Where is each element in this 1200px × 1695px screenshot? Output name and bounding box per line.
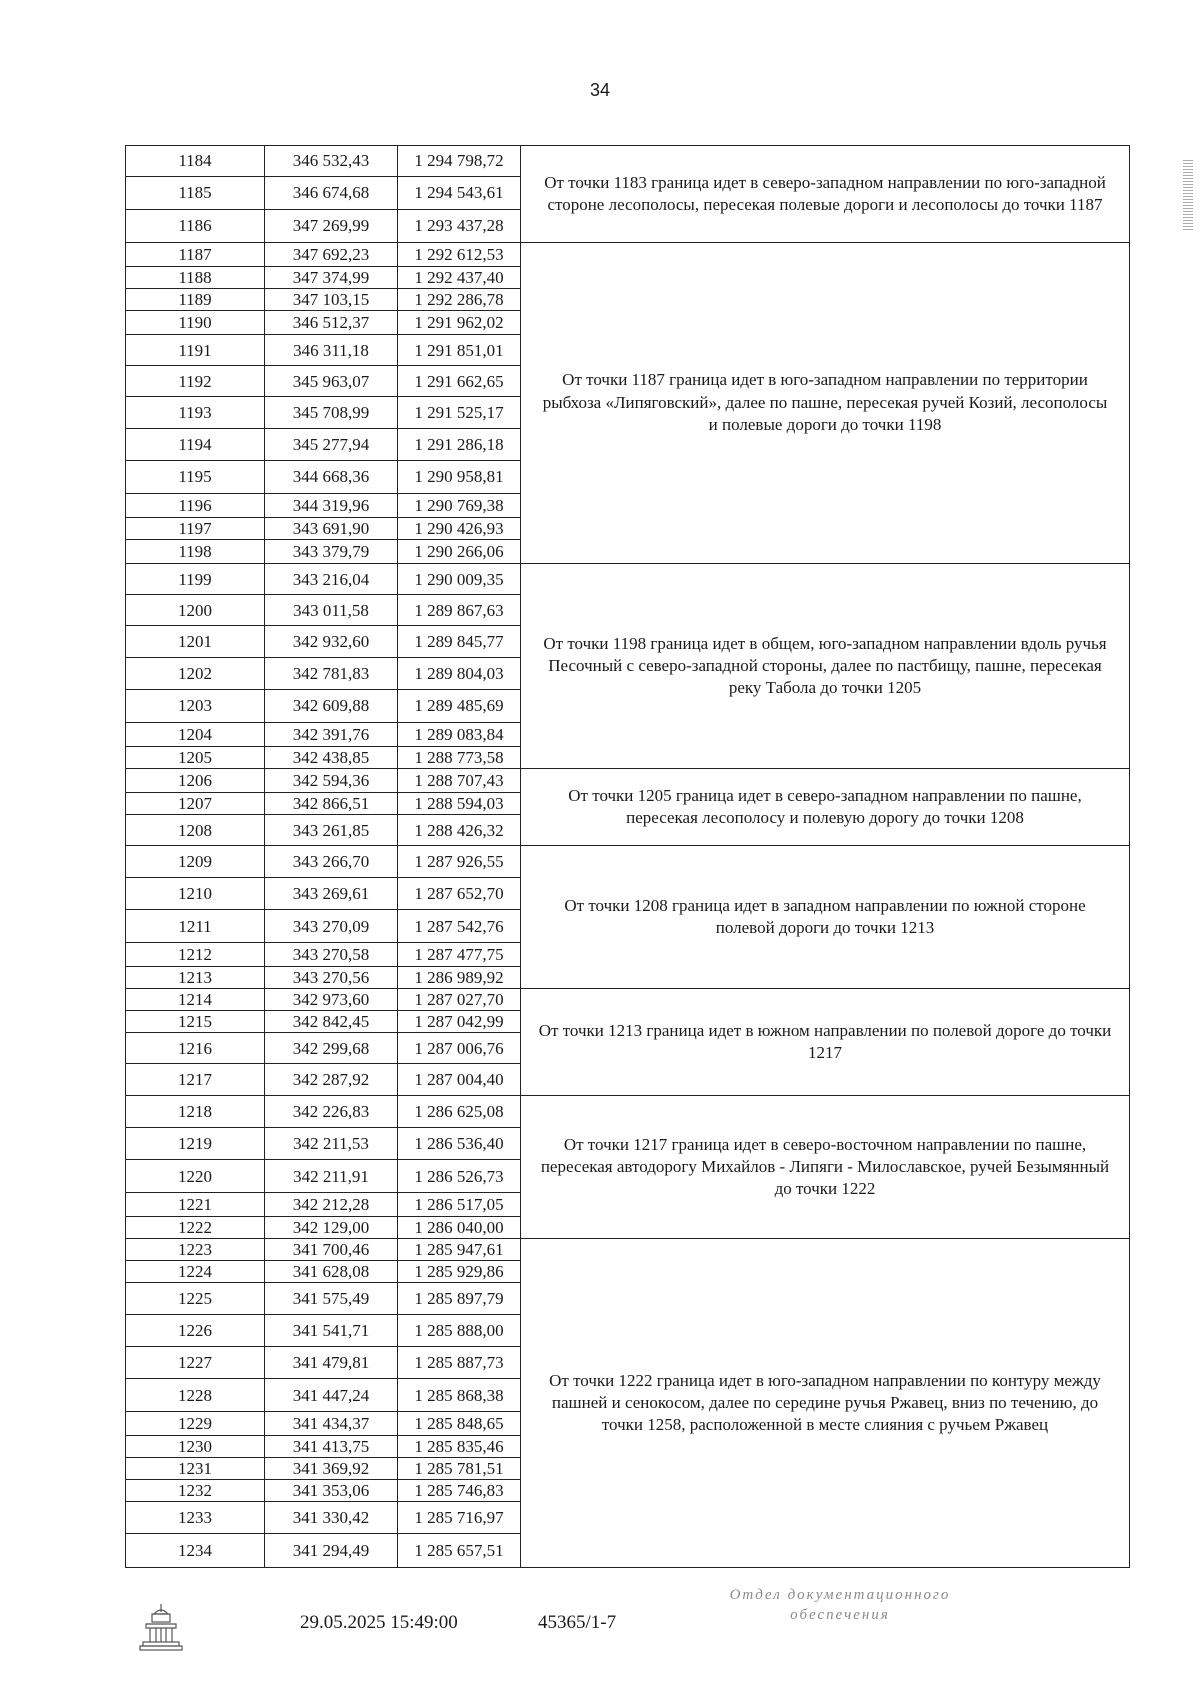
x-coordinate-cell: 341 330,42 xyxy=(265,1502,398,1534)
registration-date: 29.05.2025 15:49:00 xyxy=(300,1612,458,1633)
point-number-cell: 1228 xyxy=(126,1379,265,1412)
x-coordinate-cell: 344 319,96 xyxy=(265,493,398,517)
x-coordinate-cell: 341 575,49 xyxy=(265,1283,398,1315)
point-number-cell: 1212 xyxy=(126,943,265,967)
building-emblem-icon xyxy=(138,1602,184,1652)
x-coordinate-cell: 342 391,76 xyxy=(265,722,398,746)
y-coordinate-cell: 1 290 266,06 xyxy=(398,540,521,564)
y-coordinate-cell: 1 292 437,40 xyxy=(398,267,521,289)
x-coordinate-cell: 346 512,37 xyxy=(265,311,398,335)
y-coordinate-cell: 1 286 536,40 xyxy=(398,1128,521,1160)
table-row xyxy=(126,564,1130,595)
y-coordinate-cell: 1 285 887,73 xyxy=(398,1347,521,1379)
x-coordinate-cell: 347 374,99 xyxy=(265,267,398,289)
point-number-cell: 1204 xyxy=(126,722,265,746)
x-coordinate-cell: 341 434,37 xyxy=(265,1412,398,1436)
point-number-cell: 1199 xyxy=(126,564,265,595)
y-coordinate-cell: 1 287 042,99 xyxy=(398,1011,521,1033)
point-number-cell: 1185 xyxy=(126,176,265,209)
x-coordinate-cell: 347 103,15 xyxy=(265,289,398,311)
scan-edge-mark xyxy=(1183,160,1193,230)
table-row xyxy=(126,769,1130,793)
x-coordinate-cell: 346 532,43 xyxy=(265,146,398,177)
table-row xyxy=(126,242,1130,266)
point-number-cell: 1230 xyxy=(126,1436,265,1458)
point-number-cell: 1225 xyxy=(126,1283,265,1315)
point-number-cell: 1202 xyxy=(126,657,265,689)
y-coordinate-cell: 1 285 888,00 xyxy=(398,1315,521,1347)
x-coordinate-cell: 342 781,83 xyxy=(265,657,398,689)
point-number-cell: 1187 xyxy=(126,242,265,266)
point-number-cell: 1186 xyxy=(126,209,265,242)
y-coordinate-cell: 1 285 929,86 xyxy=(398,1261,521,1283)
point-number-cell: 1232 xyxy=(126,1480,265,1502)
x-coordinate-cell: 345 963,07 xyxy=(265,366,398,397)
x-coordinate-cell: 342 226,83 xyxy=(265,1096,398,1128)
point-number-cell: 1197 xyxy=(126,518,265,540)
y-coordinate-cell: 1 289 804,03 xyxy=(398,657,521,689)
y-coordinate-cell: 1 286 526,73 xyxy=(398,1160,521,1193)
point-number-cell: 1211 xyxy=(126,910,265,943)
x-coordinate-cell: 342 211,91 xyxy=(265,1160,398,1193)
point-number-cell: 1201 xyxy=(126,626,265,658)
x-coordinate-cell: 342 211,53 xyxy=(265,1128,398,1160)
x-coordinate-cell: 343 011,58 xyxy=(265,595,398,626)
y-coordinate-cell: 1 287 006,76 xyxy=(398,1033,521,1064)
table-row xyxy=(126,1096,1130,1128)
point-number-cell: 1222 xyxy=(126,1217,265,1239)
y-coordinate-cell: 1 291 851,01 xyxy=(398,335,521,366)
point-number-cell: 1198 xyxy=(126,540,265,564)
y-coordinate-cell: 1 294 543,61 xyxy=(398,176,521,209)
y-coordinate-cell: 1 292 612,53 xyxy=(398,242,521,266)
x-coordinate-cell: 341 628,08 xyxy=(265,1261,398,1283)
y-coordinate-cell: 1 287 926,55 xyxy=(398,846,521,878)
point-number-cell: 1220 xyxy=(126,1160,265,1193)
point-number-cell: 1218 xyxy=(126,1096,265,1128)
point-number-cell: 1223 xyxy=(126,1239,265,1261)
y-coordinate-cell: 1 291 525,17 xyxy=(398,397,521,429)
boundary-description-cell: От точки 1222 граница идет в юго-западном направлении по контуру между пашней и сенокосом, далее по середине ручья Ржавец, вниз по течению, до точки 1258, расположенной в месте слияния с ручьем Ржавец xyxy=(521,1239,1130,1568)
x-coordinate-cell: 341 541,71 xyxy=(265,1315,398,1347)
point-number-cell: 1196 xyxy=(126,493,265,517)
point-number-cell: 1191 xyxy=(126,335,265,366)
x-coordinate-cell: 341 369,92 xyxy=(265,1458,398,1480)
point-number-cell: 1195 xyxy=(126,460,265,493)
x-coordinate-cell: 343 216,04 xyxy=(265,564,398,595)
table-row xyxy=(126,989,1130,1011)
point-number-cell: 1203 xyxy=(126,689,265,722)
x-coordinate-cell: 343 269,61 xyxy=(265,878,398,910)
x-coordinate-cell: 346 311,18 xyxy=(265,335,398,366)
x-coordinate-cell: 342 438,85 xyxy=(265,747,398,769)
x-coordinate-cell: 342 932,60 xyxy=(265,626,398,658)
point-number-cell: 1224 xyxy=(126,1261,265,1283)
y-coordinate-cell: 1 285 947,61 xyxy=(398,1239,521,1261)
x-coordinate-cell: 342 866,51 xyxy=(265,793,398,815)
y-coordinate-cell: 1 291 962,02 xyxy=(398,311,521,335)
y-coordinate-cell: 1 288 707,43 xyxy=(398,769,521,793)
x-coordinate-cell: 343 261,85 xyxy=(265,815,398,846)
boundary-description-cell: От точки 1208 граница идет в западном направлении по южной стороне полевой дороги до точки 1213 xyxy=(521,846,1130,989)
x-coordinate-cell: 344 668,36 xyxy=(265,460,398,493)
point-number-cell: 1229 xyxy=(126,1412,265,1436)
x-coordinate-cell: 341 413,75 xyxy=(265,1436,398,1458)
point-number-cell: 1216 xyxy=(126,1033,265,1064)
x-coordinate-cell: 343 691,90 xyxy=(265,518,398,540)
point-number-cell: 1233 xyxy=(126,1502,265,1534)
boundary-description-cell: От точки 1205 граница идет в северо-западном направлении по пашне, пересекая лесополосу и полевую дорогу до точки 1208 xyxy=(521,769,1130,846)
x-coordinate-cell: 342 299,68 xyxy=(265,1033,398,1064)
x-coordinate-cell: 341 700,46 xyxy=(265,1239,398,1261)
y-coordinate-cell: 1 289 485,69 xyxy=(398,689,521,722)
x-coordinate-cell: 343 379,79 xyxy=(265,540,398,564)
point-number-cell: 1209 xyxy=(126,846,265,878)
x-coordinate-cell: 345 277,94 xyxy=(265,428,398,460)
coordinates-table-wrapper xyxy=(125,145,1130,1568)
point-number-cell: 1215 xyxy=(126,1011,265,1033)
y-coordinate-cell: 1 286 517,05 xyxy=(398,1193,521,1217)
y-coordinate-cell: 1 285 835,46 xyxy=(398,1436,521,1458)
department-stamp-line-1: Отдел документационного xyxy=(729,1587,951,1603)
y-coordinate-cell: 1 287 477,75 xyxy=(398,943,521,967)
point-number-cell: 1214 xyxy=(126,989,265,1011)
y-coordinate-cell: 1 285 716,97 xyxy=(398,1502,521,1534)
y-coordinate-cell: 1 288 773,58 xyxy=(398,747,521,769)
point-number-cell: 1226 xyxy=(126,1315,265,1347)
point-number-cell: 1213 xyxy=(126,967,265,989)
y-coordinate-cell: 1 285 897,79 xyxy=(398,1283,521,1315)
x-coordinate-cell: 342 212,28 xyxy=(265,1193,398,1217)
y-coordinate-cell: 1 285 868,38 xyxy=(398,1379,521,1412)
x-coordinate-cell: 341 447,24 xyxy=(265,1379,398,1412)
department-stamp xyxy=(660,1585,1020,1626)
x-coordinate-cell: 342 609,88 xyxy=(265,689,398,722)
point-number-cell: 1227 xyxy=(126,1347,265,1379)
x-coordinate-cell: 342 973,60 xyxy=(265,989,398,1011)
department-stamp-line-2: обеспечения xyxy=(790,1607,890,1624)
point-number-cell: 1234 xyxy=(126,1534,265,1568)
coordinates-table xyxy=(125,145,1130,1568)
x-coordinate-cell: 343 270,58 xyxy=(265,943,398,967)
y-coordinate-cell: 1 292 286,78 xyxy=(398,289,521,311)
y-coordinate-cell: 1 291 662,65 xyxy=(398,366,521,397)
y-coordinate-cell: 1 287 652,70 xyxy=(398,878,521,910)
point-number-cell: 1221 xyxy=(126,1193,265,1217)
y-coordinate-cell: 1 290 958,81 xyxy=(398,460,521,493)
point-number-cell: 1200 xyxy=(126,595,265,626)
boundary-description-cell: От точки 1213 граница идет в южном направлении по полевой дороге до точки 1217 xyxy=(521,989,1130,1096)
point-number-cell: 1190 xyxy=(126,311,265,335)
x-coordinate-cell: 346 674,68 xyxy=(265,176,398,209)
point-number-cell: 1192 xyxy=(126,366,265,397)
y-coordinate-cell: 1 286 625,08 xyxy=(398,1096,521,1128)
y-coordinate-cell: 1 286 040,00 xyxy=(398,1217,521,1239)
x-coordinate-cell: 341 353,06 xyxy=(265,1480,398,1502)
point-number-cell: 1219 xyxy=(126,1128,265,1160)
x-coordinate-cell: 341 479,81 xyxy=(265,1347,398,1379)
point-number-cell: 1188 xyxy=(126,267,265,289)
point-number-cell: 1217 xyxy=(126,1064,265,1096)
point-number-cell: 1206 xyxy=(126,769,265,793)
boundary-description-cell: От точки 1183 граница идет в северо-западном направлении по юго-западной стороне лесополосы, пересекая полевые дороги и лесополосы до точки 1187 xyxy=(521,146,1130,243)
y-coordinate-cell: 1 290 426,93 xyxy=(398,518,521,540)
x-coordinate-cell: 347 269,99 xyxy=(265,209,398,242)
point-number-cell: 1207 xyxy=(126,793,265,815)
x-coordinate-cell: 342 594,36 xyxy=(265,769,398,793)
boundary-description-cell: От точки 1217 граница идет в северо-восточном направлении по пашне, пересекая автодорогу Михайлов - Липяги - Милославское, ручей Безымянный до точки 1222 xyxy=(521,1096,1130,1239)
y-coordinate-cell: 1 287 027,70 xyxy=(398,989,521,1011)
point-number-cell: 1231 xyxy=(126,1458,265,1480)
x-coordinate-cell: 341 294,49 xyxy=(265,1534,398,1568)
table-row xyxy=(126,1239,1130,1261)
y-coordinate-cell: 1 286 989,92 xyxy=(398,967,521,989)
point-number-cell: 1210 xyxy=(126,878,265,910)
point-number-cell: 1205 xyxy=(126,747,265,769)
y-coordinate-cell: 1 293 437,28 xyxy=(398,209,521,242)
y-coordinate-cell: 1 288 426,32 xyxy=(398,815,521,846)
coordinates-table-body xyxy=(126,146,1130,1568)
x-coordinate-cell: 342 842,45 xyxy=(265,1011,398,1033)
x-coordinate-cell: 343 266,70 xyxy=(265,846,398,878)
boundary-description-cell: От точки 1198 граница идет в общем, юго-западном направлении вдоль ручья Песочный с северо-западной стороны, далее по пастбищу, пашне, пересекая реку Табола до точки 1205 xyxy=(521,564,1130,769)
y-coordinate-cell: 1 294 798,72 xyxy=(398,146,521,177)
y-coordinate-cell: 1 288 594,03 xyxy=(398,793,521,815)
point-number-cell: 1208 xyxy=(126,815,265,846)
table-row xyxy=(126,846,1130,878)
y-coordinate-cell: 1 285 848,65 xyxy=(398,1412,521,1436)
x-coordinate-cell: 347 692,23 xyxy=(265,242,398,266)
y-coordinate-cell: 1 291 286,18 xyxy=(398,428,521,460)
y-coordinate-cell: 1 287 004,40 xyxy=(398,1064,521,1096)
y-coordinate-cell: 1 289 867,63 xyxy=(398,595,521,626)
y-coordinate-cell: 1 285 746,83 xyxy=(398,1480,521,1502)
y-coordinate-cell: 1 289 845,77 xyxy=(398,626,521,658)
y-coordinate-cell: 1 290 769,38 xyxy=(398,493,521,517)
page-number: 34 xyxy=(589,80,611,100)
point-number-cell: 1184 xyxy=(126,146,265,177)
point-number-cell: 1194 xyxy=(126,428,265,460)
x-coordinate-cell: 345 708,99 xyxy=(265,397,398,429)
x-coordinate-cell: 342 287,92 xyxy=(265,1064,398,1096)
point-number-cell: 1193 xyxy=(126,397,265,429)
point-number-cell: 1189 xyxy=(126,289,265,311)
registration-number: 45365/1-7 xyxy=(538,1612,617,1633)
boundary-description-cell: От точки 1187 граница идет в юго-западном направлении по территории рыбхоза «Липяговский», далее по пашне, пересекая ручей Козий, лесополосы и полевые дороги до точки 1198 xyxy=(521,242,1130,563)
table-row xyxy=(126,146,1130,177)
x-coordinate-cell: 343 270,09 xyxy=(265,910,398,943)
x-coordinate-cell: 343 270,56 xyxy=(265,967,398,989)
y-coordinate-cell: 1 285 657,51 xyxy=(398,1534,521,1568)
x-coordinate-cell: 342 129,00 xyxy=(265,1217,398,1239)
y-coordinate-cell: 1 287 542,76 xyxy=(398,910,521,943)
y-coordinate-cell: 1 290 009,35 xyxy=(398,564,521,595)
y-coordinate-cell: 1 289 083,84 xyxy=(398,722,521,746)
y-coordinate-cell: 1 285 781,51 xyxy=(398,1458,521,1480)
